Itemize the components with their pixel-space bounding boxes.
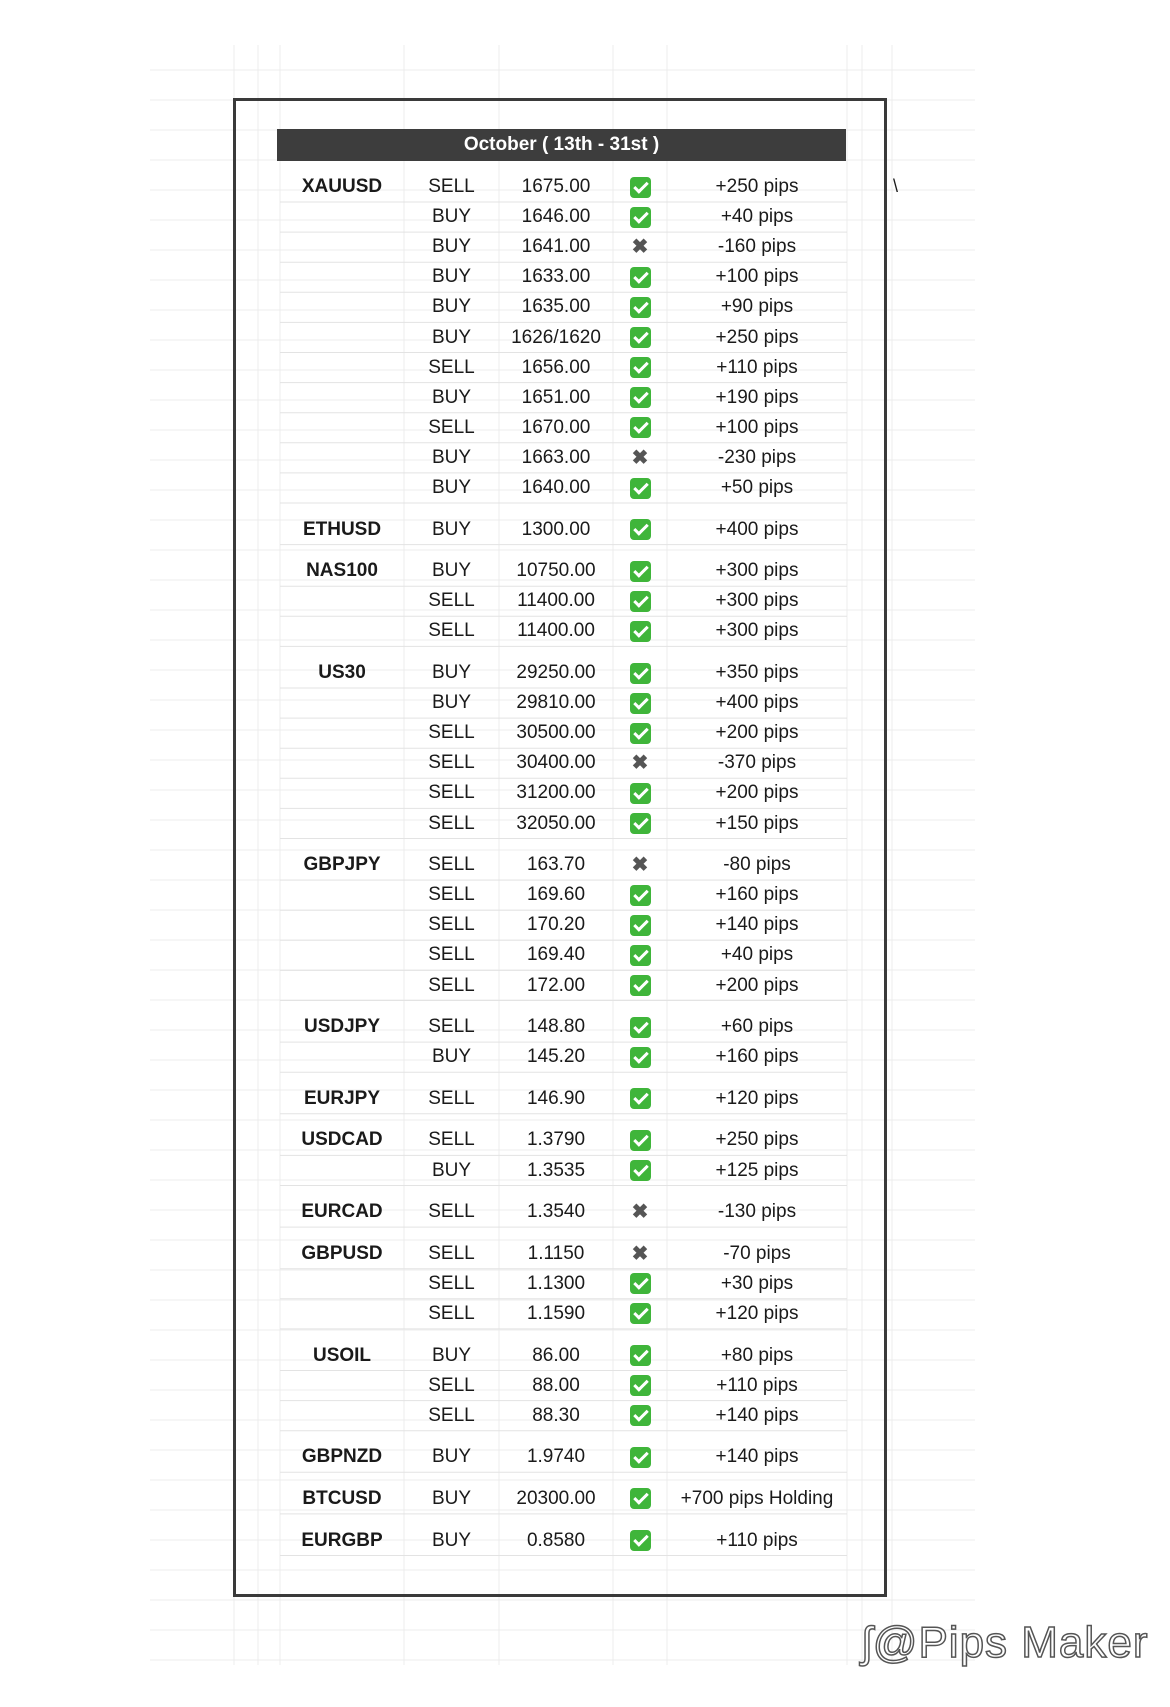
side-cell: BUY — [431, 206, 472, 228]
status-cell — [613, 1372, 667, 1400]
price-cell: 88.00 — [532, 1374, 580, 1396]
price-cell: 32050.00 — [516, 812, 596, 834]
check-icon — [630, 1088, 651, 1109]
trade-row — [0, 1240, 1170, 1268]
trade-row — [0, 719, 1170, 747]
side-cell: BUY — [431, 477, 472, 498]
trade-row — [0, 972, 1170, 1000]
symbol-cell: EURJPY — [303, 1087, 381, 1109]
watermark-logo-icon: ʃ — [862, 1618, 873, 1667]
check-icon — [630, 267, 651, 288]
side-cell: BUY — [431, 266, 472, 288]
status-cell — [613, 233, 667, 261]
check-icon — [630, 783, 651, 804]
result-cell: +110 pips — [716, 356, 798, 378]
result-cell: +200 pips — [715, 782, 799, 804]
status-cell — [613, 1270, 667, 1298]
trade-row — [0, 263, 1170, 291]
check-icon — [630, 1447, 651, 1468]
side-cell: SELL — [428, 1302, 475, 1324]
side-cell: BUY — [431, 236, 472, 258]
result-cell: -80 pips — [723, 854, 791, 876]
result-cell: +100 pips — [715, 416, 799, 438]
status-cell — [613, 557, 667, 585]
side-cell: SELL — [428, 1374, 475, 1396]
result-cell: +700 pips Holding — [680, 1487, 834, 1509]
cross-icon: ✖ — [631, 854, 649, 877]
symbol-cell: GBPJPY — [303, 854, 381, 876]
price-cell: 1.1300 — [526, 1272, 586, 1294]
check-icon — [630, 915, 651, 936]
status-cell — [613, 1402, 667, 1430]
status-cell — [613, 444, 667, 472]
side-cell: SELL — [428, 356, 475, 378]
result-cell: +40 pips — [720, 944, 794, 966]
trade-row — [0, 911, 1170, 939]
side-cell: SELL — [428, 1129, 475, 1151]
price-cell: 1663.00 — [521, 446, 591, 468]
price-cell: 20300.00 — [516, 1487, 596, 1509]
check-icon — [630, 387, 651, 408]
check-icon — [630, 417, 651, 438]
watermark-text: @Pips Maker — [872, 1618, 1149, 1667]
side-cell: SELL — [428, 1272, 475, 1294]
status-cell — [613, 941, 667, 969]
price-cell: 0.8580 — [526, 1529, 586, 1551]
check-icon — [630, 297, 651, 318]
side-cell: SELL — [428, 1242, 475, 1264]
status-cell — [613, 659, 667, 687]
result-cell: +80 pips — [720, 1344, 794, 1366]
price-cell: 11400.00 — [517, 590, 595, 612]
result-cell: +160 pips — [715, 884, 799, 906]
trade-row — [0, 1372, 1170, 1400]
status-cell — [613, 1157, 667, 1185]
price-cell: 1.1150 — [527, 1242, 585, 1264]
price-cell: 1656.00 — [521, 356, 591, 378]
check-icon — [630, 621, 651, 642]
trade-row — [0, 810, 1170, 838]
check-icon — [630, 519, 651, 540]
status-cell — [613, 749, 667, 777]
status-cell — [613, 881, 667, 909]
result-cell: +400 pips — [715, 692, 799, 714]
side-cell: BUY — [431, 1046, 472, 1068]
price-cell: 146.90 — [526, 1087, 586, 1109]
status-cell — [613, 324, 667, 352]
side-cell: BUY — [431, 1159, 472, 1181]
status-cell — [613, 1043, 667, 1071]
status-cell — [613, 1342, 667, 1370]
status-cell — [613, 810, 667, 838]
price-cell: 170.20 — [526, 914, 586, 936]
trade-row — [0, 557, 1170, 585]
side-cell: BUY — [431, 1446, 472, 1468]
status-cell — [613, 1527, 667, 1555]
cross-icon: ✖ — [631, 1201, 649, 1224]
trade-row — [0, 1157, 1170, 1185]
result-cell: +250 pips — [715, 1129, 799, 1151]
trade-row — [0, 203, 1170, 231]
result-cell: -70 pips — [723, 1242, 791, 1264]
side-cell: SELL — [428, 1016, 475, 1038]
status-cell — [613, 1240, 667, 1268]
price-cell: 86.00 — [532, 1344, 580, 1366]
price-cell: 1646.00 — [521, 206, 591, 228]
trade-row — [0, 516, 1170, 544]
check-icon — [630, 885, 651, 906]
symbol-cell: USDJPY — [303, 1016, 381, 1038]
result-cell: +50 pips — [720, 477, 794, 498]
symbol-cell: BTCUSD — [302, 1487, 382, 1509]
side-cell: SELL — [428, 620, 475, 642]
result-cell: +60 pips — [720, 1016, 794, 1038]
result-cell: +110 pips — [716, 1374, 798, 1396]
trade-row — [0, 1126, 1170, 1154]
trade-row — [0, 941, 1170, 969]
result-cell: +300 pips — [715, 620, 799, 642]
trade-row — [0, 384, 1170, 412]
status-cell — [613, 516, 667, 544]
check-icon — [630, 1530, 651, 1551]
symbol-cell: EURGBP — [301, 1529, 383, 1551]
price-cell: 88.30 — [532, 1404, 580, 1426]
status-cell — [613, 1485, 667, 1513]
result-cell: +140 pips — [715, 914, 799, 936]
result-cell: +350 pips — [715, 662, 799, 683]
price-cell: 11400.00 — [517, 620, 595, 642]
status-cell — [613, 474, 667, 502]
status-cell — [613, 972, 667, 1000]
status-cell — [613, 1126, 667, 1154]
check-icon — [630, 1303, 651, 1324]
price-cell: 1640.00 — [521, 477, 591, 498]
status-cell — [613, 263, 667, 291]
table-title: October ( 13th - 31st ) — [277, 129, 846, 161]
side-cell: BUY — [431, 1344, 472, 1366]
status-cell — [613, 1198, 667, 1226]
side-cell: SELL — [428, 176, 475, 197]
trade-row — [0, 1443, 1170, 1471]
result-cell: +140 pips — [715, 1446, 799, 1468]
cross-icon: ✖ — [631, 236, 649, 259]
side-cell: BUY — [431, 662, 472, 683]
result-cell: +300 pips — [715, 560, 799, 582]
price-cell: 1.1590 — [526, 1302, 586, 1324]
status-cell — [613, 587, 667, 615]
result-cell: +150 pips — [715, 812, 799, 834]
check-icon — [630, 945, 651, 966]
trade-row — [0, 1485, 1170, 1513]
price-cell: 1.3535 — [526, 1159, 586, 1181]
check-icon — [630, 1345, 651, 1366]
check-icon — [630, 591, 651, 612]
status-cell — [613, 1300, 667, 1328]
price-cell: 1635.00 — [521, 296, 591, 318]
result-cell: +140 pips — [715, 1404, 799, 1426]
symbol-cell: NAS100 — [306, 560, 378, 582]
check-icon — [630, 1375, 651, 1396]
trade-row — [0, 659, 1170, 687]
check-icon — [630, 1047, 651, 1068]
price-cell: 31200.00 — [516, 782, 596, 804]
trade-row — [0, 474, 1170, 502]
price-cell: 1.3790 — [526, 1129, 586, 1151]
cross-icon: ✖ — [631, 752, 649, 775]
price-cell: 169.40 — [526, 944, 586, 966]
trade-row — [0, 617, 1170, 645]
trade-row — [0, 233, 1170, 261]
side-cell: BUY — [431, 518, 472, 540]
side-cell: SELL — [428, 1201, 475, 1223]
symbol-cell: US30 — [318, 662, 366, 683]
trade-row — [0, 293, 1170, 321]
result-cell: -160 pips — [717, 236, 797, 258]
side-cell: BUY — [431, 1529, 472, 1551]
symbol-cell: EURCAD — [301, 1201, 383, 1223]
price-cell: 10750.00 — [516, 560, 596, 582]
trade-row — [0, 587, 1170, 615]
side-cell: BUY — [431, 692, 472, 714]
price-cell: 29250.00 — [516, 662, 596, 683]
result-cell: -230 pips — [717, 446, 797, 468]
check-icon — [630, 723, 651, 744]
trade-row — [0, 1013, 1170, 1041]
trade-row — [0, 1043, 1170, 1071]
side-cell: BUY — [431, 446, 472, 468]
side-cell: SELL — [428, 722, 475, 744]
side-cell: BUY — [431, 296, 472, 318]
status-cell — [613, 354, 667, 382]
result-cell: +120 pips — [715, 1087, 799, 1109]
price-cell: 29810.00 — [516, 692, 596, 714]
check-icon — [630, 561, 651, 582]
check-icon — [630, 177, 651, 198]
trade-row — [0, 689, 1170, 717]
price-cell: 1300.00 — [521, 518, 591, 540]
trade-row — [0, 1300, 1170, 1328]
check-icon — [630, 663, 651, 684]
check-icon — [630, 1130, 651, 1151]
side-cell: SELL — [428, 782, 475, 804]
result-cell: -130 pips — [717, 1201, 797, 1223]
check-icon — [630, 478, 651, 499]
side-cell: BUY — [431, 560, 472, 582]
symbol-cell: XAUUSD — [301, 176, 383, 197]
side-cell: SELL — [428, 974, 475, 996]
result-cell: +110 pips — [716, 1529, 798, 1551]
result-cell: +400 pips — [715, 518, 799, 540]
check-icon — [630, 813, 651, 834]
trade-row — [0, 881, 1170, 909]
check-icon — [630, 693, 651, 714]
trade-row — [0, 354, 1170, 382]
side-cell: SELL — [428, 884, 475, 906]
status-cell — [613, 851, 667, 879]
trade-row — [0, 324, 1170, 352]
result-cell: +250 pips — [715, 176, 799, 197]
price-cell: 1670.00 — [521, 416, 591, 438]
price-cell: 1626/1620 — [511, 326, 601, 348]
price-cell: 1633.00 — [521, 266, 591, 288]
side-cell: SELL — [428, 416, 475, 438]
result-cell: +250 pips — [715, 326, 799, 348]
side-cell: SELL — [428, 854, 475, 876]
price-cell: 145.20 — [526, 1046, 586, 1068]
symbol-cell: USOIL — [312, 1344, 372, 1366]
result-cell: +120 pips — [715, 1302, 799, 1324]
symbol-cell: GBPNZD — [301, 1446, 383, 1468]
symbol-cell: GBPUSD — [301, 1242, 383, 1264]
status-cell — [613, 911, 667, 939]
check-icon — [630, 207, 651, 228]
price-cell: 172.00 — [526, 974, 586, 996]
result-cell: +30 pips — [720, 1272, 794, 1294]
cross-icon: ✖ — [631, 446, 649, 469]
status-cell — [613, 1085, 667, 1113]
result-cell: +200 pips — [715, 722, 799, 744]
price-cell: 1.9740 — [526, 1446, 586, 1468]
trade-row — [0, 173, 1170, 201]
trade-row — [0, 1402, 1170, 1430]
check-icon — [630, 1160, 651, 1181]
side-cell: BUY — [431, 386, 472, 408]
trade-row — [0, 1085, 1170, 1113]
trade-row — [0, 851, 1170, 879]
symbol-cell: ETHUSD — [302, 518, 382, 540]
check-icon — [630, 357, 651, 378]
side-cell: SELL — [428, 590, 475, 612]
result-cell: +300 pips — [715, 590, 799, 612]
trade-row — [0, 414, 1170, 442]
price-cell: 1641.00 — [521, 236, 591, 258]
price-cell: 1.3540 — [526, 1201, 586, 1223]
symbol-cell: USDCAD — [301, 1129, 383, 1151]
result-cell: -370 pips — [717, 752, 797, 774]
result-cell: +125 pips — [715, 1159, 799, 1181]
side-cell: SELL — [428, 914, 475, 936]
status-cell — [613, 173, 667, 201]
check-icon — [630, 327, 651, 348]
status-cell — [613, 719, 667, 747]
side-cell: SELL — [428, 944, 475, 966]
watermark — [862, 1618, 1149, 1668]
price-cell: 169.60 — [526, 884, 586, 906]
trade-row — [0, 1198, 1170, 1226]
price-cell: 1651.00 — [521, 386, 591, 408]
status-cell — [613, 293, 667, 321]
check-icon — [630, 1017, 651, 1038]
side-cell: SELL — [428, 752, 475, 774]
result-cell: +200 pips — [715, 974, 799, 996]
check-icon — [630, 1488, 651, 1509]
trade-row — [0, 1270, 1170, 1298]
trade-row — [0, 779, 1170, 807]
trade-row — [0, 444, 1170, 472]
price-cell: 163.70 — [526, 854, 586, 876]
price-cell: 148.80 — [526, 1016, 586, 1038]
price-cell: 30500.00 — [516, 722, 596, 744]
check-icon — [630, 1405, 651, 1426]
status-cell — [613, 414, 667, 442]
side-cell: SELL — [428, 812, 475, 834]
result-cell: +40 pips — [720, 206, 794, 228]
status-cell — [613, 1013, 667, 1041]
status-cell — [613, 384, 667, 412]
check-icon — [630, 975, 651, 996]
status-cell — [613, 689, 667, 717]
trade-row — [0, 749, 1170, 777]
price-cell: 30400.00 — [516, 752, 596, 774]
result-cell: +160 pips — [715, 1046, 799, 1068]
result-cell: +100 pips — [715, 266, 799, 288]
status-cell — [613, 617, 667, 645]
result-cell: +90 pips — [720, 296, 794, 318]
cross-icon: ✖ — [631, 1242, 649, 1265]
side-cell: SELL — [428, 1087, 475, 1109]
trade-row — [0, 1527, 1170, 1555]
side-cell: BUY — [431, 326, 472, 348]
status-cell — [613, 779, 667, 807]
side-cell: BUY — [431, 1487, 472, 1509]
trade-row — [0, 1342, 1170, 1370]
check-icon — [630, 1273, 651, 1294]
result-cell: +190 pips — [715, 386, 799, 408]
status-cell — [613, 1443, 667, 1471]
price-cell: 1675.00 — [521, 176, 591, 197]
stray-mark: \ — [893, 176, 899, 196]
side-cell: SELL — [428, 1404, 475, 1426]
status-cell — [613, 203, 667, 231]
